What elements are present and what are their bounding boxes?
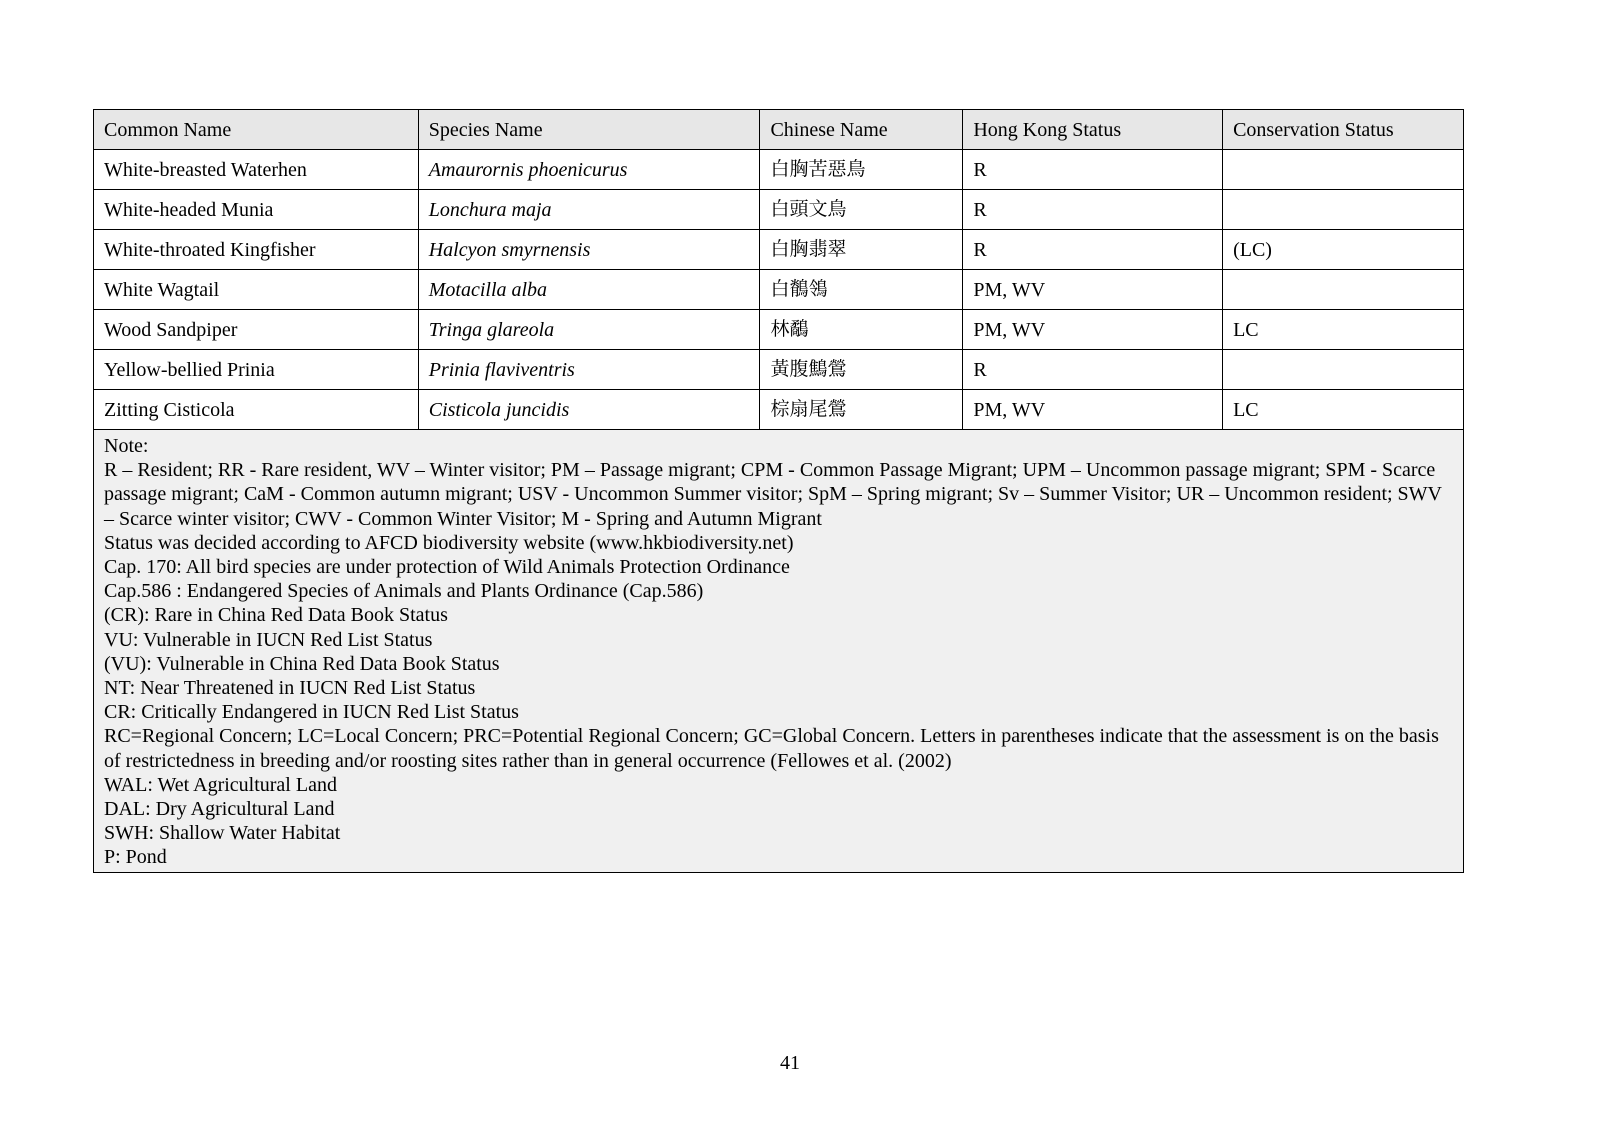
- note-vu-china: (VU): Vulnerable in China Red Data Book Status: [104, 652, 500, 675]
- note-status-source: Status was decided according to AFCD biodiversity website (www.hkbiodiversity.net): [104, 531, 794, 554]
- cell-hong-kong-status: R: [963, 230, 1223, 270]
- table-row: [94, 270, 1464, 310]
- cell-hong-kong-status: R: [963, 190, 1223, 230]
- cell-conservation-status: LC: [1223, 390, 1464, 430]
- cell-common-name: White-throated Kingfisher: [94, 230, 419, 270]
- cell-hong-kong-status: PM, WV: [963, 310, 1223, 350]
- note-cap-170: Cap. 170: All bird species are under protection of Wild Animals Protection Ordinance: [104, 556, 790, 579]
- cell-common-name: White-breasted Waterhen: [94, 150, 419, 190]
- cell-conservation-status: (LC): [1223, 230, 1464, 270]
- cell-common-name: White Wagtail: [94, 270, 419, 310]
- note-swh: SWH: Shallow Water Habitat: [104, 822, 341, 845]
- table-row: [94, 310, 1464, 350]
- notes-row: [94, 430, 1464, 873]
- cell-conservation-status: [1223, 150, 1464, 190]
- note-vu-iucn: VU: Vulnerable in IUCN Red List Status: [104, 628, 433, 651]
- cell-species-name: Lonchura maja: [418, 190, 760, 230]
- note-status-codes: R – Resident; RR - Rare resident, WV – Winter visitor; PM – Passage migrant; CPM - Common Passage Migrant; UPM – Uncommon passage migrant; SPM - Scarce passage migrant; CaM - Common autumn migrant; USV - Uncommon Summer visitor; SpM – Spring migrant; Sv – Summer Visitor; UR – Uncommon resident; SWV – Scarce winter visitor; CWV - Common Winter Visitor; M - Spring and Autumn Migrant: [104, 459, 1442, 530]
- note-pond: P: Pond: [104, 846, 167, 869]
- cell-species-name: Cisticola juncidis: [418, 390, 760, 430]
- cell-common-name: Wood Sandpiper: [94, 310, 419, 350]
- cell-common-name: Zitting Cisticola: [94, 390, 419, 430]
- header-species-name: Species Name: [418, 110, 760, 150]
- cell-species-name: Halcyon smyrnensis: [418, 230, 760, 270]
- note-cr-china: (CR): Rare in China Red Data Book Status: [104, 604, 448, 627]
- table-row: [94, 150, 1464, 190]
- note-cr-iucn: CR: Critically Endangered in IUCN Red List Status: [104, 701, 519, 724]
- cell-hong-kong-status: R: [963, 150, 1223, 190]
- page-number: 41: [780, 1052, 800, 1074]
- table-header-row: [94, 110, 1464, 150]
- cell-hong-kong-status: R: [963, 350, 1223, 390]
- header-chinese-name: Chinese Name: [760, 110, 963, 150]
- table-row: [94, 190, 1464, 230]
- cell-common-name: Yellow-bellied Prinia: [94, 350, 419, 390]
- header-conservation-status: Conservation Status: [1223, 110, 1464, 150]
- note-dal: DAL: Dry Agricultural Land: [104, 798, 335, 821]
- note-concern-codes: RC=Regional Concern; LC=Local Concern; PRC=Potential Regional Concern; GC=Global Concern. Letters in parentheses indicate that the assessment is on the basis of restrictedness in breeding and/or roosting sites rather than in general occurrence (Fellowes et al. (2002): [104, 725, 1439, 772]
- cell-chinese-name: 白胸苦惡鳥: [760, 150, 963, 190]
- notes-title: Note:: [104, 435, 149, 457]
- header-hong-kong-status: Hong Kong Status: [963, 110, 1223, 150]
- cell-species-name: Amaurornis phoenicurus: [418, 150, 760, 190]
- cell-species-name: Prinia flaviventris: [418, 350, 760, 390]
- cell-conservation-status: [1223, 190, 1464, 230]
- table-row: [94, 230, 1464, 270]
- notes-cell: [94, 430, 1464, 873]
- cell-chinese-name: 黃腹鷦鶯: [760, 350, 963, 390]
- note-nt-iucn: NT: Near Threatened in IUCN Red List Status: [104, 677, 476, 700]
- cell-conservation-status: [1223, 350, 1464, 390]
- table-row: [94, 350, 1464, 390]
- cell-chinese-name: 棕扇尾鶯: [760, 390, 963, 430]
- note-cap-586: Cap.586 : Endangered Species of Animals and Plants Ordinance (Cap.586): [104, 580, 704, 603]
- cell-common-name: White-headed Munia: [94, 190, 419, 230]
- cell-chinese-name: 白鶺鴒: [760, 270, 963, 310]
- cell-hong-kong-status: PM, WV: [963, 390, 1223, 430]
- cell-species-name: Motacilla alba: [418, 270, 760, 310]
- table-row: [94, 390, 1464, 430]
- header-common-name: Common Name: [94, 110, 419, 150]
- cell-hong-kong-status: PM, WV: [963, 270, 1223, 310]
- species-table: [93, 109, 1464, 873]
- cell-conservation-status: LC: [1223, 310, 1464, 350]
- cell-species-name: Tringa glareola: [418, 310, 760, 350]
- cell-chinese-name: 白胸翡翠: [760, 230, 963, 270]
- cell-chinese-name: 林鷸: [760, 310, 963, 350]
- cell-chinese-name: 白頭文鳥: [760, 190, 963, 230]
- note-wal: WAL: Wet Agricultural Land: [104, 773, 337, 796]
- cell-conservation-status: [1223, 270, 1464, 310]
